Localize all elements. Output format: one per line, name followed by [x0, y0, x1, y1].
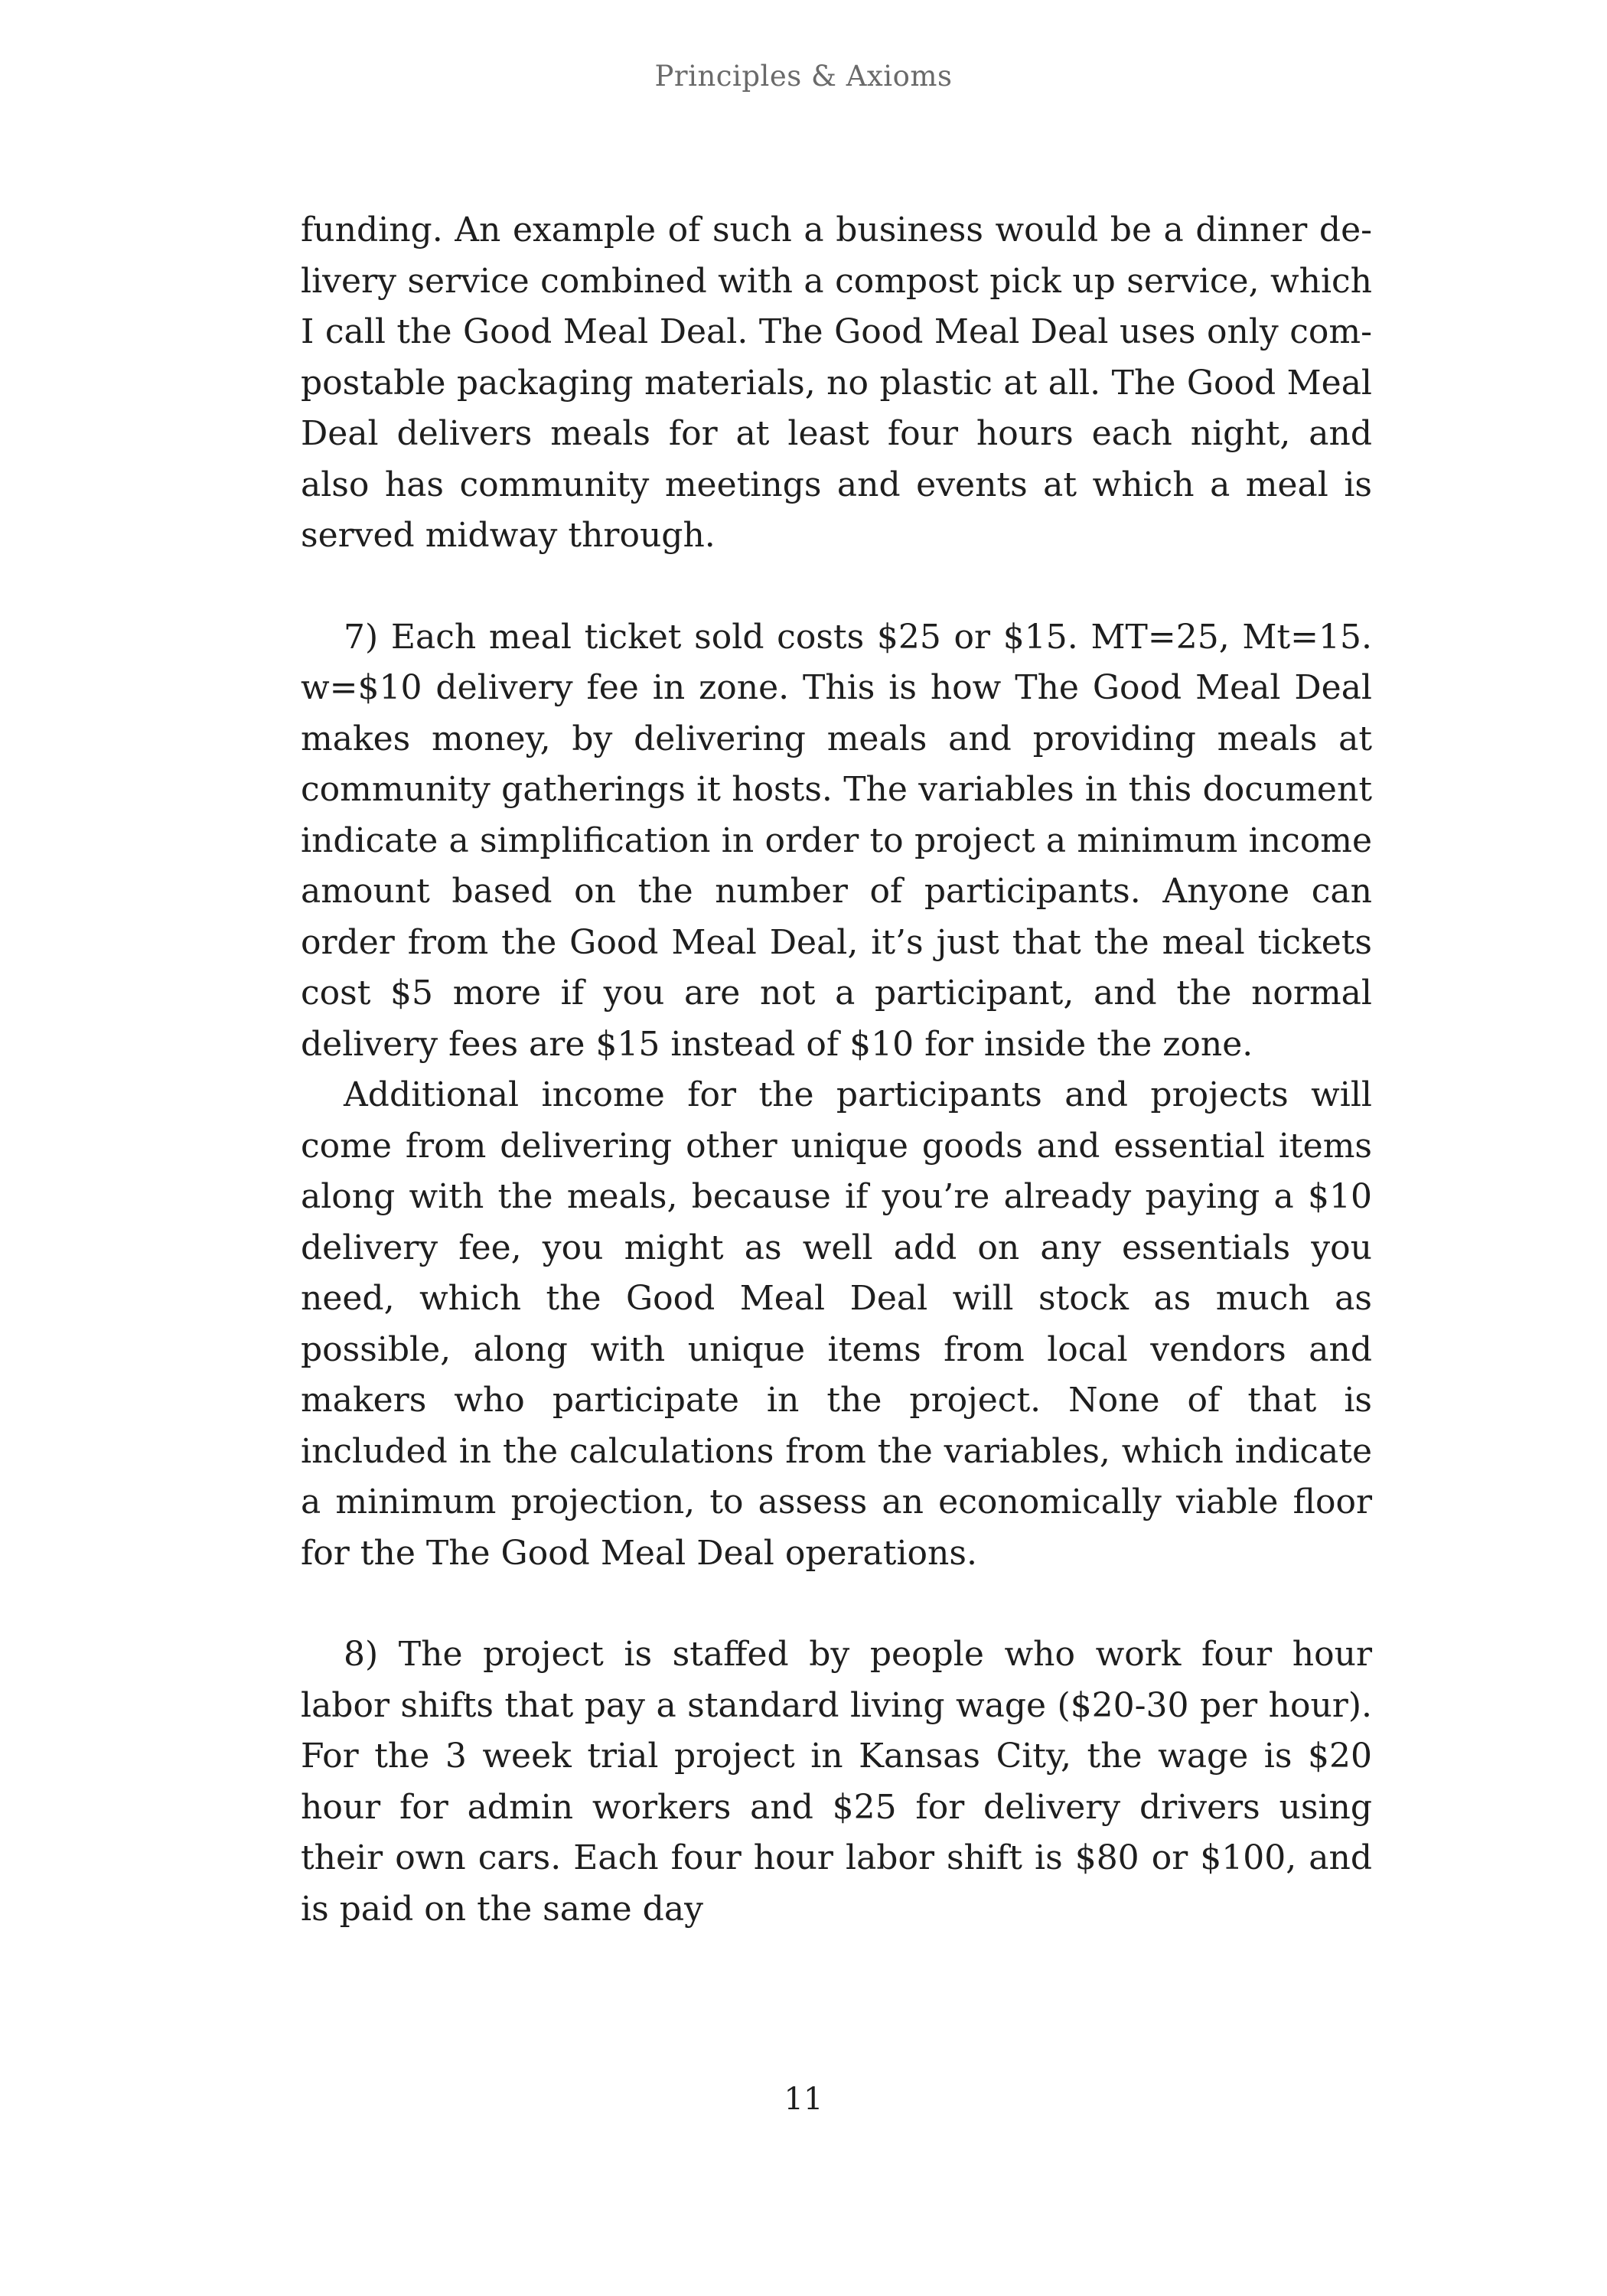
running-header: Principles & Axioms: [654, 60, 953, 93]
page-number: 11: [784, 2082, 823, 2117]
paragraph-additional-income: Additional income for the participants and projects will come from delivering other unique goods and essential items along with the meals, because if you’re already paying a $10 delivery fee, you might as well add on any essentials you need, which the Good Meal Deal will stock as much as possible, along with unique items from local vendors and makers who participate in the project. None of that is included in the calculations from the variables, which indicate a minimum projection, to assess an economically viable floor for the The Good Meal Deal operations.: [301, 1075, 1372, 1573]
paragraph-continued: funding. An example of such a business would be a dinner delivery service combined with a compost pick up service, which I call the Good Meal Deal. The Good Meal Deal uses only compostable packaging materials, no plastic at all. The Good Meal Deal delivers meals for at least four hours each night, and also has community meetings and events at which a meal is served midway through.: [301, 210, 1372, 555]
body-text: [301, 205, 1372, 1935]
paragraph-item-7: 7) Each meal ticket sold costs $25 or $15. MT=25, Mt=15. w=$10 delivery fee in zone. This is how The Good Meal Deal makes money, by delivering meals and providing meals at community gatherings it hosts. The variables in this document indicate a simplification in order to project a minimum income amount based on the number of participants. Anyone can order from the Good Meal Deal, it’s just that the meal tickets cost $5 more if you are not a participant, and the normal delivery fees are $15 instead of $10 for inside the zone.: [301, 617, 1372, 1064]
paragraph-item-8: 8) The project is staffed by people who work four hour labor shifts that pay a standard living wage ($20-30 per hour). For the 3 week trial project in Kansas City, the wage is $20 hour for admin workers and $25 for delivery drivers using their own cars. Each four hour labor shift is $80 or $100, and is paid on the same day: [301, 1635, 1372, 1929]
